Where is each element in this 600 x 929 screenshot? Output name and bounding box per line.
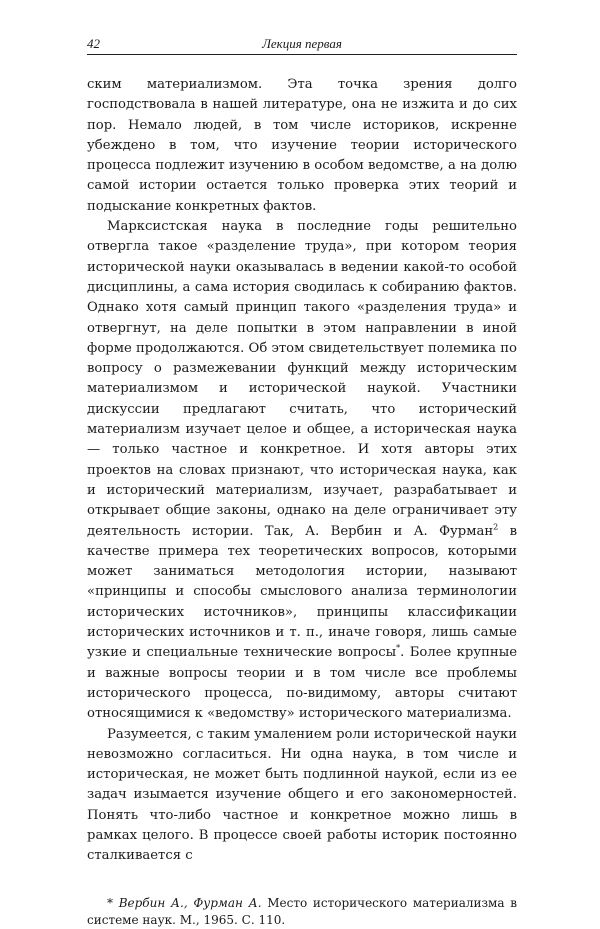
footnote-text: Место исторического материализма в системе наук. М., 1965. С. 110. [87,895,517,927]
paragraph-2 [87,217,517,724]
paragraph-2-text-a: Марксистская наука в последние годы решительно отвергла такое «разделение труда», при котором теория исторической науки оказывалась в ведении какой-то особой дисциплины, а сама история сводилась к собиранию фактов. Однако хотя самый принцип такого «разделения труда» и отвергнут, на деле попытки в этом направлении в иной форме продолжаются. Об этом свидетельствует полемика по вопросу о размежевании функций между историческим материализмом и исторической наукой. Участники дискуссии предлагают считать, что исторический материализм изучает целое и общее, а историческая наука — только частное и конкретное. И хотя авторы этих проектов на словах признают, что историческая наука, как и исторический материализм, изучает, разрабатывает и открывает общие законы, однако на деле ограничивает эту деятельность истории. Так, А. Вербин и А. Фурман [87,219,517,539]
paragraph-3-text: Разумеется, с таким умалением роли исторической науки невозможно согласиться. Ни одна наука, в том числе и историческая, не может быть подлинной наукой, если из ее задач изымается изучение общего и его закономерностей. Понять что-либо частное и конкретное можно лишь в рамках целого. В процессе своей работы историк постоянно сталкивается с [87,726,517,864]
footnote-authors: Вербин А., Фурман А. [118,895,262,910]
paragraph-2-text-b: в качестве примера тех теоретических вопросов, которыми может заниматься методология истории, называют «принципы и способы смыслового анализа терминологии исторических источников», принципы классификации исторических источников и т. п., иначе говоря, лишь самые узкие и специальные технические вопросы [87,523,517,661]
footnote-marker: * [107,895,113,910]
footnote [87,895,517,929]
footnote-ref-2: 2 [493,522,499,532]
running-header [87,34,517,55]
book-page [87,34,517,929]
running-title: Лекция первая [262,36,342,51]
paragraph-2-text-c: . Более крупные и важные вопросы теории и в том числе все проблемы исторического процесса, по-видимому, авторы считают относящимися к «ведомству» исторического материализма. [87,645,518,722]
footnote-ref-asterisk: * [396,643,401,653]
paragraph-3 [87,725,517,867]
paragraph-1 [87,75,517,217]
page-number: 42 [87,36,100,51]
paragraph-1-text: ским материализмом. Эта точка зрения долго господствовала в нашей литературе, она не изжита и до сих пор. Немало людей, в том числе историков, искренне убеждено в том, что изучение теории исторического процесса подлежит изучению в особом ведомстве, а на долю самой истории остается только проверка этих теорий и подыскание конкретных фактов. [87,77,517,214]
body-text [87,75,517,867]
